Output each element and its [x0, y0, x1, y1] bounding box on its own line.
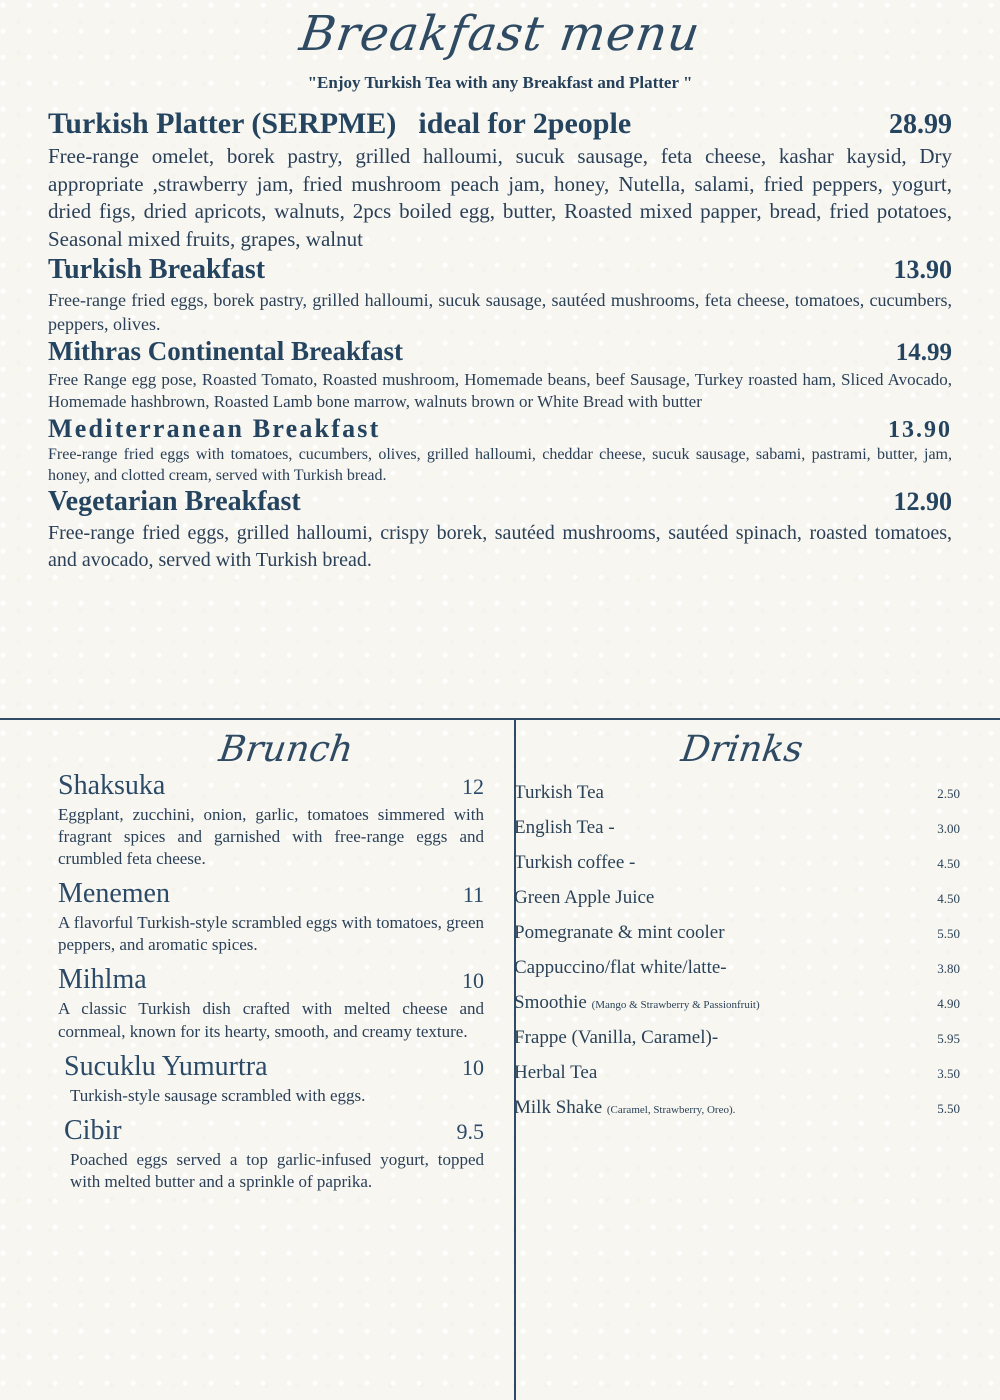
menu-item-name: Turkish Breakfast: [48, 253, 266, 285]
menu-item-name-text: Turkish Platter (SERPME): [48, 106, 397, 140]
brunch-item-price: 9.5: [456, 1118, 484, 1144]
brunch-item-header: [58, 770, 484, 802]
drink-name-text: Turkish Tea: [514, 782, 604, 803]
drinks-section: [514, 722, 1000, 1400]
drink-name-text: English Tea -: [514, 817, 615, 838]
brunch-item-price: 12: [462, 774, 484, 799]
menu-item-name-suffix: ideal for 2people: [418, 106, 632, 140]
drink-name: [514, 1062, 597, 1084]
menu-item-price: 14.99: [895, 338, 952, 366]
brunch-item-description: Poached eggs served a top garlic-infused yogurt, topped with melted butter and a sprinkle of paprika.: [70, 1149, 484, 1191]
drink-name: [514, 992, 760, 1014]
brunch-item-sucuklu-yumurtra: [58, 1051, 484, 1107]
menu-item-name: Vegetarian Breakfast: [48, 486, 301, 518]
drink-price: 4.50: [937, 856, 960, 871]
brunch-item-name: Sucuklu Yumurtra: [64, 1050, 268, 1082]
menu-item-description: Free-range fried eggs, borek pastry, grilled halloumi, sucuk sausage, sautéed mushrooms, feta cheese, tomatoes, cucumbers, peppers, olives.: [48, 289, 952, 334]
menu-header: [0, 0, 1000, 93]
drink-row: [514, 817, 960, 839]
drink-price: 5.50: [937, 1101, 960, 1116]
menu-item-name: [48, 107, 631, 141]
brunch-item-description: A flavorful Turkish-style scrambled eggs with tomatoes, green peppers, and aromatic spices.: [58, 913, 484, 955]
menu-item-description: Free-range fried eggs, grilled halloumi, crispy borek, sautéed mushrooms, sautéed spinach, roasted tomatoes, and avocado, served with Turkish bread.: [48, 522, 952, 572]
brunch-item-name: Shaksuka: [58, 770, 166, 801]
drink-name-text: Pomegranate & mint cooler: [514, 922, 725, 943]
menu-item-price: 13.90: [888, 416, 952, 443]
drink-price: 2.50: [937, 786, 960, 801]
drink-name: [514, 817, 615, 839]
drink-price: 3.50: [937, 1066, 960, 1081]
drink-price: 3.00: [937, 821, 960, 836]
menu-item-mediterranean-breakfast: [48, 414, 952, 487]
menu-item-description: Free-range omelet, borek pastry, grilled halloumi, sucuk sausage, feta cheese, kashar kaysid, Dry appropriate ,strawberry jam, fried mushroom peach jam, honey, Nutella, salami, fried peppers, yogurt, dried figs, dried apricots, walnuts, 2pcs boiled egg, butter, Roasted mixed papper, bread, fried potatoes, Seasonal mixed fruits, grapes, walnut: [48, 143, 952, 251]
drink-name: [514, 887, 654, 909]
menu-item-mithras-continental-breakfast: [48, 336, 952, 414]
menu-item-header: [48, 486, 952, 518]
brunch-item-name: Cibir: [64, 1114, 122, 1146]
drink-row: [514, 957, 960, 979]
menu-item-turkish-platter: [48, 107, 952, 254]
menu-item-price: 13.90: [893, 254, 952, 284]
drink-name-text: Cappuccino/flat white/latte-: [514, 957, 727, 978]
drink-name: [514, 1027, 718, 1049]
drink-name-text: Turkish coffee -: [514, 852, 636, 873]
menu-item-vegetarian-breakfast: [48, 486, 952, 574]
brunch-item-price: 10: [462, 968, 484, 994]
drink-name: [514, 782, 604, 804]
drink-name: [514, 957, 727, 979]
brunch-item-price: 10: [462, 1054, 484, 1080]
menu-item-name: Mediterranean Breakfast: [48, 413, 381, 443]
drink-price: 4.90: [937, 996, 960, 1011]
brunch-item-header: [64, 1051, 484, 1083]
drinks-title: Drinks: [678, 729, 806, 770]
brunch-item-cibir: [58, 1115, 484, 1193]
brunch-item-description: Eggplant, zucchini, onion, garlic, tomatoes simmered with fragrant spices and garnished with free-range eggs and crumbled feta cheese.: [58, 805, 484, 869]
page-title: Breakfast menu: [296, 6, 704, 62]
menu-item-turkish-breakfast: [48, 254, 952, 336]
menu-item-description: Free-range fried eggs with tomatoes, cucumbers, olives, grilled halloumi, cheddar cheese, sucuk sausage, sabami, pastrami, butter, jam, honey, and clotted cream, served with Turkish bread.: [48, 445, 952, 484]
brunch-item-price: 11: [462, 882, 484, 908]
menu-subtitle: "Enjoy Turkish Tea with any Breakfast and Platter ": [307, 72, 693, 92]
drink-price: 5.95: [937, 1031, 960, 1046]
brunch-item-description: Turkish-style sausage scrambled with eggs.: [70, 1085, 366, 1105]
drink-note: (Caramel, Strawberry, Oreo).: [606, 1104, 736, 1116]
drink-price: 5.50: [937, 926, 960, 941]
drink-name-text: Herbal Tea: [514, 1062, 598, 1083]
bottom-sections: [0, 722, 1000, 1400]
menu-item-header: [48, 336, 952, 367]
brunch-item-menemen: [58, 878, 484, 956]
drink-name: [514, 922, 725, 944]
drink-price: 3.80: [937, 961, 960, 976]
brunch-item-description: A classic Turkish dish crafted with melted cheese and cornmeal, known for its hearty, smooth, and creamy texture.: [58, 999, 484, 1041]
drink-row: [514, 852, 960, 874]
drink-row: [514, 1062, 960, 1084]
drink-row: [514, 992, 960, 1014]
menu-item-price: 28.99: [889, 108, 952, 140]
drink-name-text: Smoothie: [514, 992, 587, 1013]
drink-name-text: Green Apple Juice: [514, 887, 655, 908]
menu-item-description: Free Range egg pose, Roasted Tomato, Roasted mushroom, Homemade beans, beef Sausage, Turkey roasted ham, Sliced Avocado, Homemade hashbrown, Roasted Lamb bone marrow, walnuts brown or White Bread with butter: [48, 369, 952, 412]
brunch-item-header: [58, 964, 484, 996]
drink-row: [514, 1027, 960, 1049]
brunch-section: [0, 722, 514, 1400]
brunch-item-name: Menemen: [58, 878, 170, 910]
brunch-item-header: [64, 1115, 484, 1147]
breakfast-section: [0, 107, 1000, 574]
brunch-item-mihlma: [58, 964, 484, 1042]
drink-row: [514, 887, 960, 909]
brunch-item-header: [58, 878, 484, 910]
drink-note: (Mango & Strawberry & Passionfruit): [591, 999, 760, 1011]
brunch-item-shaksuka: [58, 770, 484, 870]
horizontal-divider: [0, 718, 1000, 720]
drink-name: [514, 1097, 735, 1119]
drink-name-text: Frappe (Vanilla, Caramel)-: [514, 1027, 719, 1048]
brunch-title: Brunch: [216, 729, 356, 770]
menu-item-header: [48, 107, 952, 141]
drink-row: [514, 922, 960, 944]
menu-item-header: [48, 254, 952, 286]
menu-item-name: Mithras Continental Breakfast: [48, 335, 403, 366]
brunch-item-name: Mihlma: [58, 964, 147, 996]
drink-name: [514, 852, 635, 874]
drink-row: [514, 782, 960, 804]
drink-price: 4.50: [937, 891, 960, 906]
drink-name-text: Milk Shake: [514, 1097, 603, 1118]
drink-row: [514, 1097, 960, 1119]
menu-item-header: [48, 414, 952, 444]
menu-item-price: 12.90: [893, 487, 952, 517]
